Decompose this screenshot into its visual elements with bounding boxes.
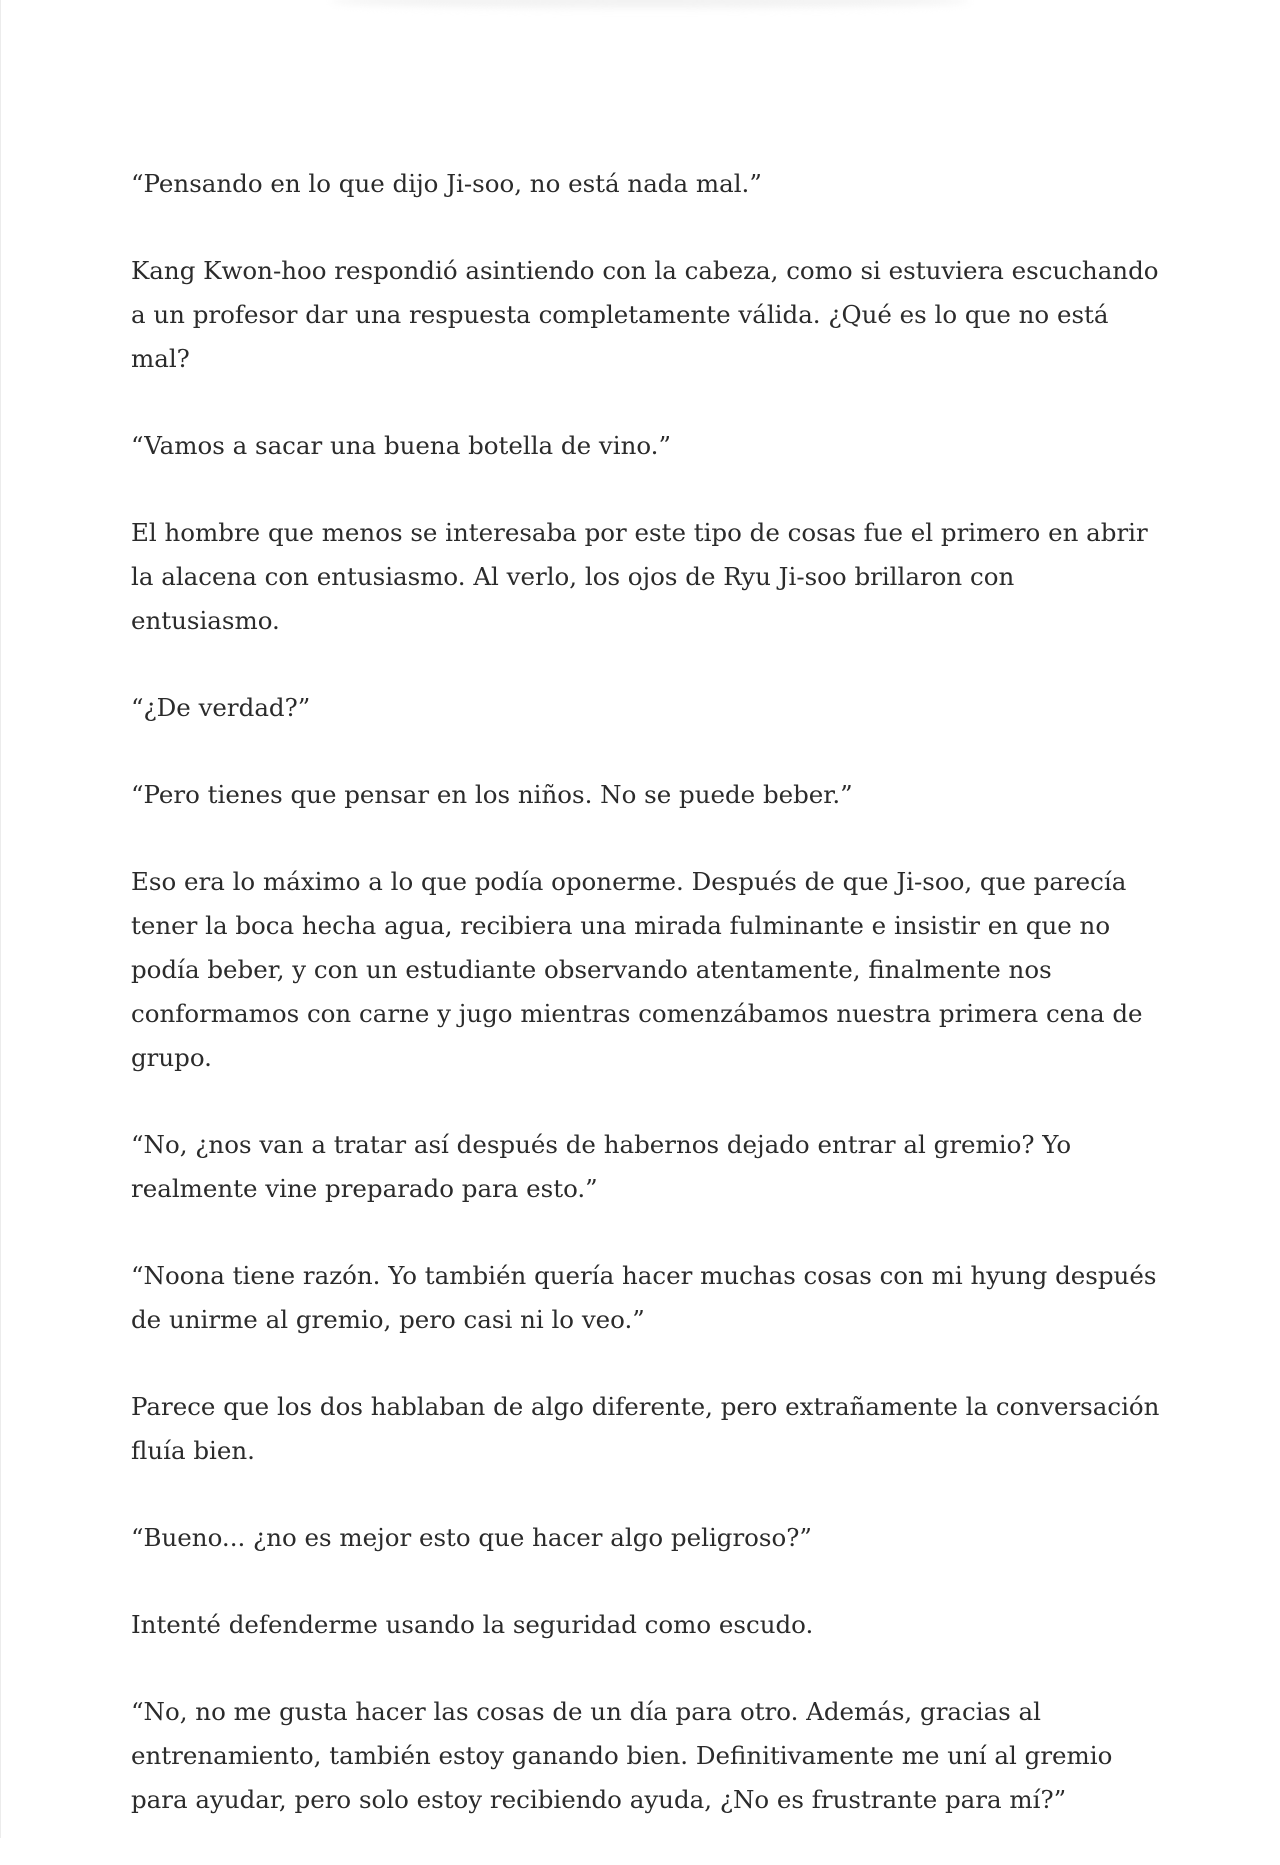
paragraph: Parece que los dos hablaban de algo diferente, pero extrañamente la conversación fluía bien. (131, 1392, 1160, 1465)
paragraph: Intenté defenderme usando la seguridad como escudo. (131, 1610, 814, 1639)
paragraph: “No, no me gusta hacer las cosas de un día para otro. Además, gracias al entrenamiento, también estoy ganando bien. Definitivamente me uní al gremio para ayudar, pero solo estoy recibiendo ayuda, ¿No es frustrante para mí?” (131, 1697, 1113, 1814)
paragraph: “Noona tiene razón. Yo también quería hacer muchas cosas con mi hyung después de unirme al gremio, pero casi ni lo veo.” (131, 1261, 1157, 1334)
paragraph: Eso era lo máximo a lo que podía oponerme. Después de que Ji-soo, que parecía tener la boca hecha agua, recibiera una mirada fulminante e insistir en que no podía beber, y con un estudiante observando atentamente, finalmente nos conformamos con carne y jugo mientras comenzábamos nuestra primera cena de grupo. (131, 867, 1143, 1072)
top-shadow (330, 0, 970, 8)
paragraph: “¿De verdad?” (131, 693, 311, 722)
paragraph: “Pero tienes que pensar en los niños. No se puede beber.” (131, 780, 853, 809)
paragraph: Kang Kwon-hoo respondió asintiendo con la cabeza, como si estuviera escuchando a un profesor dar una respuesta completamente válida. ¿Qué es lo que no está mal? (131, 256, 1159, 373)
paragraph: “Bueno... ¿no es mejor esto que hacer algo peligroso?” (131, 1523, 812, 1552)
paragraph: “No, ¿nos van a tratar así después de habernos dejado entrar al gremio? Yo realmente vine preparado para esto.” (131, 1130, 1072, 1203)
paragraph: “Pensando en lo que dijo Ji-soo, no está nada mal.” (131, 169, 762, 198)
document-body (131, 162, 1166, 1865)
paragraph: El hombre que menos se interesaba por este tipo de cosas fue el primero en abrir la alacena con entusiasmo. Al verlo, los ojos de Ryu Ji-soo brillaron con entusiasmo. (131, 518, 1148, 635)
paragraph: “Vamos a sacar una buena botella de vino.” (131, 431, 671, 460)
page-edge (0, 0, 1, 1838)
